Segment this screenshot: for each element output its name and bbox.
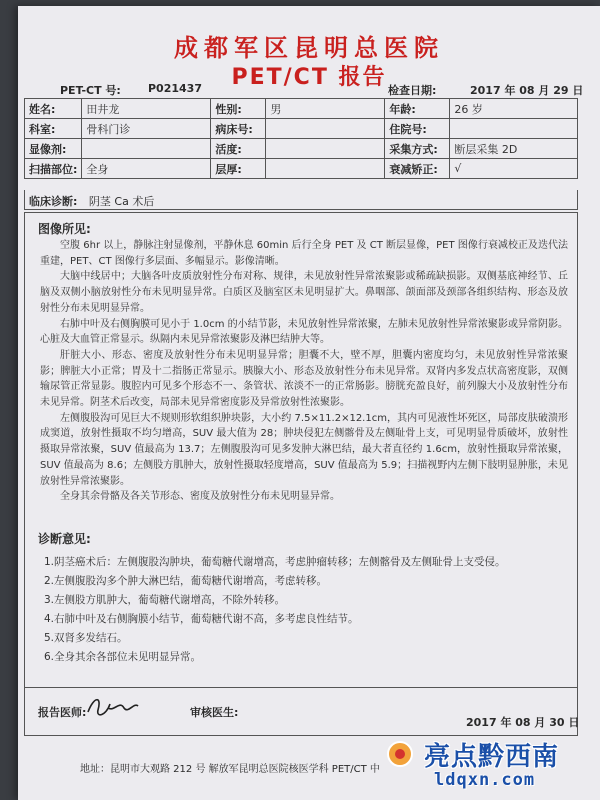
report-date: 2017 年 08 月 30 日 xyxy=(466,716,580,729)
agent-label: 显像剂: xyxy=(25,139,82,159)
opinion-item: 1.阴茎癌术后：左侧腹股沟肿块，葡萄糖代谢增高，考虑肿瘤转移；左侧髂骨及左侧耻骨上支受侵。 xyxy=(44,556,506,568)
sex-label: 性别: xyxy=(211,99,266,119)
reviewer-label: 审核医生: xyxy=(190,706,239,719)
findings-paragraph: 全身其余骨骼及各关节形态、密度及放射性分布未见明显异常。 xyxy=(60,491,340,503)
opinion-heading: 诊断意见: xyxy=(38,532,91,546)
inpatient-label: 住院号: xyxy=(385,119,450,139)
name-label: 姓名: xyxy=(25,99,82,119)
findings-paragraph: 右肺中叶及右侧胸膜可见小于 1.0cm 的小结节影，未见放射性异常浓聚，左肺未见放射性异常浓聚影或异常阴影。心脏及大血管正常显示。纵隔内未见异常浓聚影及淋巴结肿大等。 xyxy=(40,318,568,346)
department: 骨科门诊 xyxy=(82,119,211,139)
watermark-brand: 亮点黔西南 xyxy=(424,742,560,772)
findings-paragraph: 空腹 6hr 以上，静脉注射显像剂，平静休息 60min 后行全身 PET 及 CT 断层显像，PET 图像行衰减校正及迭代法重建，PET、CT 图像行多层面、多幅显示。影像清晰。 xyxy=(40,240,568,267)
patient-sex: 男 xyxy=(266,99,385,119)
petct-number: P021437 xyxy=(148,82,202,95)
reporter-label: 报告医师: xyxy=(38,706,87,719)
findings-paragraph: 大脑中线居中；大脑各叶皮质放射性分布对称、规律，未见放射性异常浓聚影或稀疏缺损影。双侧基底神经节、丘脑及双侧小脑放射性分布未见明显异常。白质区及脑室区未见明显扩大。鼻咽部、颌面部及颈部各组织结构、形态及放射性分布未见明显异常。 xyxy=(40,271,568,314)
site-label: 扫描部位: xyxy=(25,159,82,179)
patient-info-table xyxy=(24,98,578,179)
patient-age: 26 岁 xyxy=(450,99,578,119)
exam-date-label: 检查日期: xyxy=(388,84,437,97)
imaging-agent xyxy=(82,139,211,159)
patient-name: 田井龙 xyxy=(82,99,211,119)
ward-number xyxy=(266,119,385,139)
clinical-diagnosis-row xyxy=(24,190,578,210)
layer-thickness xyxy=(266,159,385,179)
findings-heading: 图像所见: xyxy=(38,222,91,236)
clinical-diagnosis-label: 临床诊断: xyxy=(29,195,78,208)
report-title: PET/CT 报告 xyxy=(231,65,387,90)
scan-site: 全身 xyxy=(82,159,211,179)
hospital-address: 地址：昆明市大观路 212 号 解放军昆明总医院核医学科 PET/CT 中 xyxy=(80,764,380,775)
hospital-name: 成都军区昆明总医院 xyxy=(174,33,444,62)
attenuation-check: √ xyxy=(450,159,578,179)
activity-label: 活度: xyxy=(211,139,266,159)
petct-number-label: PET-CT 号: xyxy=(60,84,121,97)
ward-label: 病床号: xyxy=(211,119,266,139)
exam-date: 2017 年 08 月 29 日 xyxy=(470,84,584,97)
atten-label: 衰减矫正: xyxy=(385,159,450,179)
age-label: 年龄: xyxy=(385,99,450,119)
activity-value xyxy=(266,139,385,159)
findings-body xyxy=(40,238,568,505)
acquisition-method: 断层采集 2D xyxy=(450,139,578,159)
opinion-item: 5.双肾多发结石。 xyxy=(44,632,128,644)
inpatient-number xyxy=(450,119,578,139)
findings-paragraph: 左侧腹股沟可见巨大不规则形软组织肿块影，大小约 7.5×11.2×12.1cm，其内可见液性坏死区，局部皮肤破溃形成窦道，放射性摄取不均匀增高，SUV 最大值为 28；肿块侵犯左侧髂骨及左侧耻骨上支，可见明显骨质破坏，放射性摄取异常浓聚，SUV 值最高为 13.7；左侧腹股沟可见多发肿大淋巴结，最大者直径约 1.6cm，放射性摄取异常浓聚，SUV 值最高为 8.6；左侧股方肌肿大，放射性摄取轻度增高，SUV 值最高为 5.9；扫描视野内左侧下肢明显肿胀，未见放射性异常浓聚影。 xyxy=(40,412,568,487)
opinion-item: 6.全身其余各部位未见明显异常。 xyxy=(44,651,202,663)
opinion-item: 3.左侧股方肌肿大，葡萄糖代谢增高，不除外转移。 xyxy=(44,594,286,606)
dept-label: 科室: xyxy=(25,119,82,139)
method-label: 采集方式: xyxy=(385,139,450,159)
findings-paragraph: 肝脏大小、形态、密度及放射性分布未见明显异常；胆囊不大，壁不厚，胆囊内密度均匀，未见放射性异常浓聚影；脾脏大小正常；胃及十二指肠正常显示。胰腺大小、形态及放射性分布未见异常。双肾内多发点状高密度影，双侧输尿管正常显影。腹腔内可见多个形态不一、条管状、浓淡不一的正常肠影。膀胱充盈良好，前列腺大小及放射性分布未见异常。阴茎术后改变，局部未见异常密度影及异常放射性浓聚影。 xyxy=(40,349,568,409)
layer-label: 层厚: xyxy=(211,159,266,179)
opinion-item: 2.左侧腹股沟多个肿大淋巴结，葡萄糖代谢增高，考虑转移。 xyxy=(44,575,328,587)
watermark-url: ldqxn.com xyxy=(434,770,536,790)
diagnosis-opinions xyxy=(44,553,564,667)
doctor-signature xyxy=(84,690,140,722)
clinical-diagnosis: 阴茎 Ca 术后 xyxy=(88,195,155,208)
opinion-item: 4.右肺中叶及右侧胸膜小结节，葡萄糖代谢不高，多考虑良性结节。 xyxy=(44,613,359,625)
